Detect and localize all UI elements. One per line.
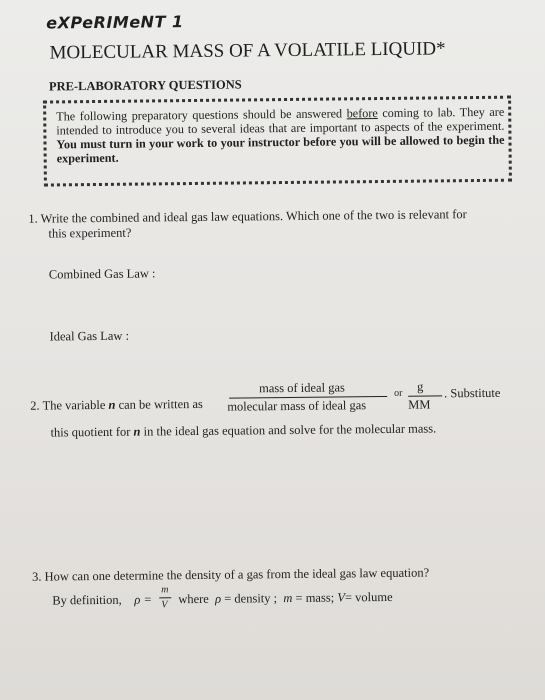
fraction-2-bar	[408, 395, 442, 396]
experiment-label: eXPeRIMeNT 1	[46, 12, 184, 33]
question-3	[32, 566, 429, 585]
fraction-2-denominator: MM	[408, 397, 431, 412]
instructions-text	[56, 105, 505, 166]
question-1-line1: Write the combined and ideal gas law equations. Which one of the two is relevant for	[40, 207, 467, 226]
question-2-line2	[50, 421, 436, 440]
question-2-line2-b: in the ideal gas equation and solve for the molecular mass.	[140, 421, 437, 439]
where-text: where	[178, 591, 209, 607]
instructions-before: before	[346, 106, 378, 121]
fraction-1-denominator: molecular mass of ideal gas	[227, 398, 367, 414]
density-equation-lhs: ρ =	[134, 592, 152, 607]
fraction-2-numerator: g	[416, 379, 424, 394]
density-fraction-denominator: V	[161, 599, 168, 611]
fraction-1-numerator: mass of ideal gas	[259, 380, 345, 396]
page-title: MOLECULAR MASS OF A VOLATILE LIQUID*	[49, 38, 446, 64]
rho-symbol: ρ	[215, 591, 222, 606]
question-2-number: 2.	[30, 398, 40, 413]
variable-n: n	[108, 397, 116, 412]
question-1	[28, 207, 467, 227]
combined-gas-law-label: Combined Gas Law :	[48, 266, 156, 282]
m-variable: m	[283, 590, 293, 606]
variable-n-2: n	[133, 424, 141, 439]
v-variable: V	[337, 590, 345, 605]
instructions-part2: coming to lab. They are intended to introduce you to several ideas that are important to aspects of the experiment.	[56, 104, 505, 138]
question-2-line2-a: this quotient for	[50, 424, 134, 440]
mass-text: = mass;	[292, 590, 335, 605]
ideal-gas-law-label: Ideal Gas Law :	[49, 328, 130, 344]
volume-text: = volume	[344, 589, 393, 605]
question-1-number: 1.	[28, 211, 38, 226]
question-3-line1: How can one determine the density of a gas from the ideal gas law equation?	[44, 565, 430, 584]
density-fraction-bar	[159, 597, 171, 598]
question-2-lead-a: The variable	[42, 397, 109, 413]
question-1-line2: this experiment?	[48, 225, 132, 241]
instructions-box	[43, 96, 512, 187]
by-definition-label: By definition,	[52, 592, 122, 608]
instructions-bold: You must turn in your work to your instructor before you will be allowed to begin the experiment.	[56, 132, 505, 166]
question-2-lead-b: can be written as	[115, 396, 203, 412]
density-fraction-numerator: m	[161, 584, 169, 596]
question-3-number: 3.	[31, 569, 42, 584]
or-text: or	[394, 387, 403, 399]
section-heading: PRE-LABORATORY QUESTIONS	[48, 77, 242, 94]
definition-legend	[178, 590, 392, 607]
substitute-text: . Substitute	[444, 385, 501, 401]
question-2	[30, 397, 203, 414]
density-text: = density ;	[221, 591, 278, 606]
instructions-part1: The following preparatory questions should be answered	[56, 106, 343, 124]
